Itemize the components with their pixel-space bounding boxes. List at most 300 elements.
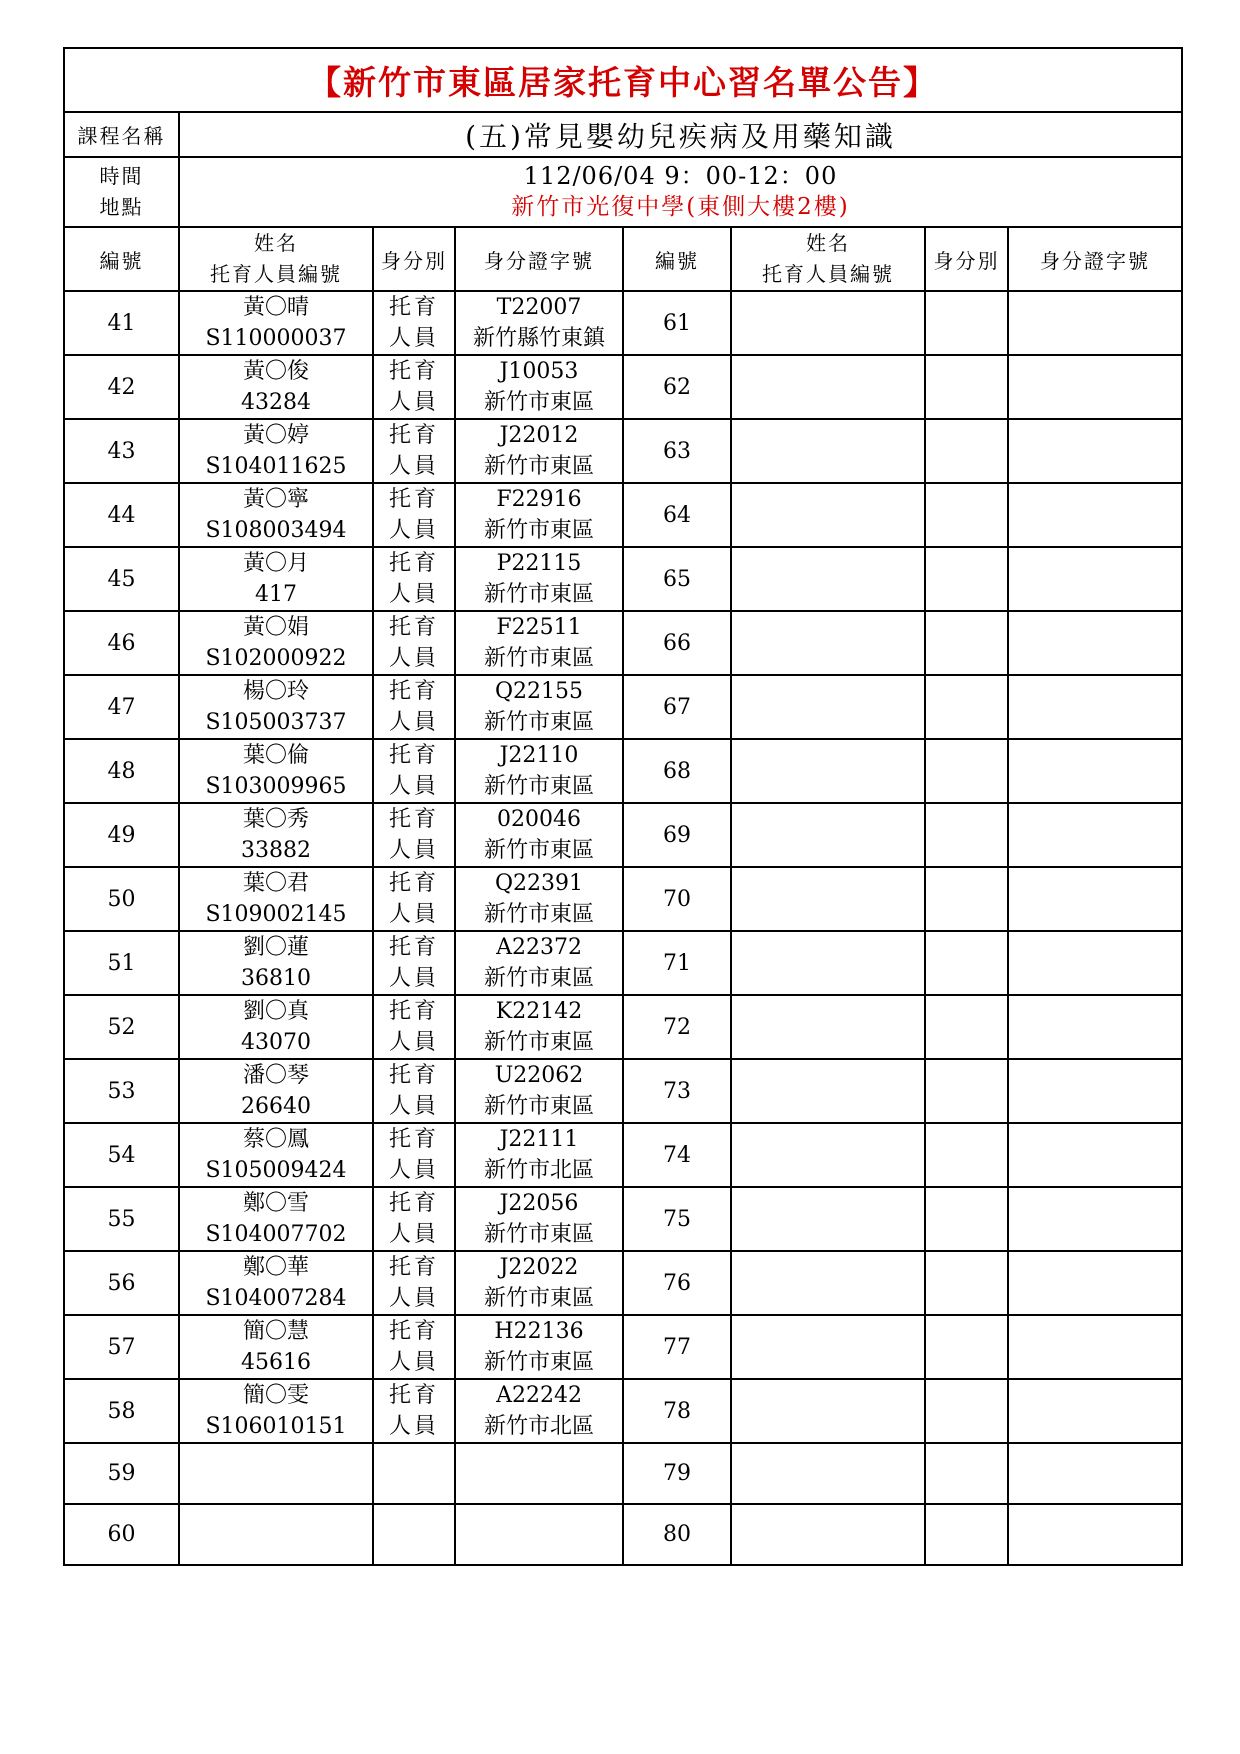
id-cell-right bbox=[1008, 803, 1182, 867]
role-cell bbox=[373, 355, 455, 419]
name-cell bbox=[179, 867, 373, 931]
id-area: 新竹市北區 bbox=[483, 1414, 594, 1439]
id-cell bbox=[455, 803, 623, 867]
row-num: 54 bbox=[64, 1123, 179, 1187]
role-cell-right bbox=[925, 1123, 1008, 1187]
role-cell-right bbox=[925, 1379, 1008, 1443]
row-num-right: 64 bbox=[623, 483, 731, 547]
role-line1: 托育 bbox=[388, 615, 439, 640]
row-num-right: 79 bbox=[623, 1443, 731, 1504]
name-cell bbox=[179, 1379, 373, 1443]
name-cell bbox=[179, 675, 373, 739]
row-num: 48 bbox=[64, 739, 179, 803]
role-line2: 人員 bbox=[388, 390, 439, 415]
name-cell bbox=[179, 1187, 373, 1251]
header-name-right: 姓名 bbox=[806, 231, 850, 255]
row-num-right: 76 bbox=[623, 1251, 731, 1315]
role-cell-right bbox=[925, 675, 1008, 739]
role-line2: 人員 bbox=[388, 454, 439, 479]
trainee-name: 黃〇寧 bbox=[242, 487, 309, 512]
id-cell-right bbox=[1008, 1379, 1182, 1443]
name-cell-right bbox=[731, 867, 925, 931]
table-row bbox=[64, 1251, 1182, 1315]
id-cell-right bbox=[1008, 1187, 1182, 1251]
row-num-right: 61 bbox=[623, 291, 731, 355]
id-number: F22511 bbox=[496, 615, 582, 640]
name-cell bbox=[179, 1504, 373, 1565]
role-line2: 人員 bbox=[388, 710, 439, 735]
row-num-right: 62 bbox=[623, 355, 731, 419]
id-cell-right bbox=[1008, 1251, 1182, 1315]
row-num-right: 71 bbox=[623, 931, 731, 995]
id-cell bbox=[455, 739, 623, 803]
name-cell-right bbox=[731, 547, 925, 611]
staff-id: S104007702 bbox=[205, 1222, 347, 1247]
role-cell-right bbox=[925, 1187, 1008, 1251]
row-num: 50 bbox=[64, 867, 179, 931]
staff-id: 26640 bbox=[241, 1094, 311, 1119]
role-line2: 人員 bbox=[388, 518, 439, 543]
role-cell bbox=[373, 547, 455, 611]
role-line1: 托育 bbox=[388, 807, 439, 832]
role-line2: 人員 bbox=[388, 326, 439, 351]
trainee-name: 黃〇娟 bbox=[242, 615, 309, 640]
id-cell bbox=[455, 1315, 623, 1379]
trainee-name: 鄭〇華 bbox=[242, 1255, 309, 1280]
name-cell-right bbox=[731, 739, 925, 803]
table-row bbox=[64, 1504, 1182, 1565]
id-cell-right bbox=[1008, 931, 1182, 995]
role-cell bbox=[373, 739, 455, 803]
role-cell bbox=[373, 291, 455, 355]
row-num: 52 bbox=[64, 995, 179, 1059]
table-row bbox=[64, 1443, 1182, 1504]
table-row bbox=[64, 1123, 1182, 1187]
table-row bbox=[64, 1379, 1182, 1443]
trainee-name: 黃〇晴 bbox=[242, 295, 309, 320]
row-num: 41 bbox=[64, 291, 179, 355]
staff-id: S106010151 bbox=[205, 1414, 347, 1439]
id-cell-right bbox=[1008, 867, 1182, 931]
id-cell-right bbox=[1008, 1443, 1182, 1504]
id-area: 新竹市東區 bbox=[483, 774, 594, 799]
role-cell-right bbox=[925, 995, 1008, 1059]
staff-id: 45616 bbox=[241, 1350, 311, 1375]
id-cell bbox=[455, 1059, 623, 1123]
id-area: 新竹市東區 bbox=[483, 966, 594, 991]
name-cell-right bbox=[731, 355, 925, 419]
trainee-name: 簡〇雯 bbox=[242, 1383, 309, 1408]
role-line2: 人員 bbox=[388, 966, 439, 991]
role-line1: 托育 bbox=[388, 1255, 439, 1280]
role-cell-right bbox=[925, 1315, 1008, 1379]
role-cell bbox=[373, 611, 455, 675]
column-header-row bbox=[64, 227, 1182, 291]
trainee-name: 劉〇真 bbox=[242, 999, 309, 1024]
table-row bbox=[64, 867, 1182, 931]
table-row bbox=[64, 803, 1182, 867]
id-number: A22372 bbox=[496, 935, 582, 960]
row-num: 44 bbox=[64, 483, 179, 547]
id-cell bbox=[455, 611, 623, 675]
name-cell bbox=[179, 355, 373, 419]
role-cell-right bbox=[925, 867, 1008, 931]
role-line2: 人員 bbox=[388, 838, 439, 863]
trainee-name: 葉〇倫 bbox=[242, 743, 309, 768]
role-cell bbox=[373, 1059, 455, 1123]
header-id-no: 身分證字號 bbox=[455, 227, 623, 291]
row-num: 57 bbox=[64, 1315, 179, 1379]
id-area: 新竹縣竹東鎮 bbox=[472, 326, 605, 351]
id-area: 新竹市東區 bbox=[483, 710, 594, 735]
id-number: U22062 bbox=[494, 1063, 584, 1088]
role-line2: 人員 bbox=[388, 646, 439, 671]
row-num: 60 bbox=[64, 1504, 179, 1565]
id-cell-right bbox=[1008, 611, 1182, 675]
id-number: J22012 bbox=[499, 423, 579, 448]
name-cell bbox=[179, 419, 373, 483]
table-row bbox=[64, 739, 1182, 803]
name-cell bbox=[179, 291, 373, 355]
page-title: 【新竹市東區居家托育中心習名單公告】 bbox=[64, 48, 1182, 112]
place-value: 新竹市光復中學(東側大樓2樓) bbox=[511, 194, 850, 220]
role-line2: 人員 bbox=[388, 1030, 439, 1055]
role-cell bbox=[373, 867, 455, 931]
role-cell bbox=[373, 675, 455, 739]
name-cell-right bbox=[731, 1251, 925, 1315]
staff-id: 417 bbox=[255, 582, 297, 607]
header-name-staff-right bbox=[731, 227, 925, 291]
role-cell-right bbox=[925, 611, 1008, 675]
name-cell bbox=[179, 1315, 373, 1379]
header-staff-id-right: 托育人員編號 bbox=[762, 262, 894, 286]
staff-id: S103009965 bbox=[205, 774, 347, 799]
staff-id: S104011625 bbox=[205, 454, 347, 479]
course-label: 課程名稱 bbox=[64, 112, 179, 157]
id-number: K22142 bbox=[495, 999, 583, 1024]
row-num-right: 80 bbox=[623, 1504, 731, 1565]
staff-id: 33882 bbox=[241, 838, 311, 863]
role-cell-right bbox=[925, 1059, 1008, 1123]
role-line1: 托育 bbox=[388, 1191, 439, 1216]
id-area: 新竹市東區 bbox=[483, 390, 594, 415]
name-cell bbox=[179, 1059, 373, 1123]
role-cell bbox=[373, 483, 455, 547]
id-cell bbox=[455, 1187, 623, 1251]
trainee-name: 葉〇君 bbox=[242, 871, 309, 896]
row-num-right: 63 bbox=[623, 419, 731, 483]
id-area: 新竹市東區 bbox=[483, 518, 594, 543]
id-area: 新竹市東區 bbox=[483, 902, 594, 927]
id-cell bbox=[455, 355, 623, 419]
course-name: (五)常見嬰幼兒疾病及用藥知識 bbox=[179, 112, 1182, 157]
id-area: 新竹市東區 bbox=[483, 454, 594, 479]
staff-id: S108003494 bbox=[205, 518, 347, 543]
name-cell bbox=[179, 995, 373, 1059]
row-num: 46 bbox=[64, 611, 179, 675]
role-line1: 托育 bbox=[388, 295, 439, 320]
header-num: 編號 bbox=[64, 227, 179, 291]
row-num: 42 bbox=[64, 355, 179, 419]
id-cell-right bbox=[1008, 355, 1182, 419]
row-num-right: 65 bbox=[623, 547, 731, 611]
id-cell-right bbox=[1008, 547, 1182, 611]
id-cell bbox=[455, 1123, 623, 1187]
name-cell-right bbox=[731, 1187, 925, 1251]
id-cell bbox=[455, 1251, 623, 1315]
header-staff-id: 托育人員編號 bbox=[210, 262, 342, 286]
role-line1: 托育 bbox=[388, 1383, 439, 1408]
id-cell-right bbox=[1008, 419, 1182, 483]
id-area: 新竹市東區 bbox=[483, 838, 594, 863]
id-number: T22007 bbox=[496, 295, 582, 320]
name-cell-right bbox=[731, 931, 925, 995]
role-cell bbox=[373, 1504, 455, 1565]
id-number: J22111 bbox=[499, 1127, 579, 1152]
row-num-right: 78 bbox=[623, 1379, 731, 1443]
id-cell-right bbox=[1008, 291, 1182, 355]
id-area: 新竹市東區 bbox=[483, 646, 594, 671]
id-cell bbox=[455, 291, 623, 355]
name-cell-right bbox=[731, 1443, 925, 1504]
id-cell bbox=[455, 995, 623, 1059]
staff-id: S105003737 bbox=[205, 710, 347, 735]
row-num-right: 69 bbox=[623, 803, 731, 867]
time-label: 時間 bbox=[99, 164, 144, 188]
role-cell-right bbox=[925, 355, 1008, 419]
row-num: 59 bbox=[64, 1443, 179, 1504]
id-cell bbox=[455, 547, 623, 611]
id-cell-right bbox=[1008, 995, 1182, 1059]
time-place-label bbox=[64, 157, 179, 227]
role-cell-right bbox=[925, 803, 1008, 867]
row-num-right: 67 bbox=[623, 675, 731, 739]
name-cell bbox=[179, 1443, 373, 1504]
id-cell bbox=[455, 675, 623, 739]
name-cell bbox=[179, 1123, 373, 1187]
role-cell-right bbox=[925, 931, 1008, 995]
table-row bbox=[64, 291, 1182, 355]
role-cell bbox=[373, 931, 455, 995]
roster-table bbox=[63, 47, 1183, 1566]
role-cell-right bbox=[925, 547, 1008, 611]
staff-id: S105009424 bbox=[205, 1158, 347, 1183]
role-cell bbox=[373, 1123, 455, 1187]
table-row bbox=[64, 675, 1182, 739]
id-number: J22056 bbox=[499, 1191, 579, 1216]
name-cell-right bbox=[731, 611, 925, 675]
id-cell bbox=[455, 1379, 623, 1443]
id-cell-right bbox=[1008, 1315, 1182, 1379]
id-cell-right bbox=[1008, 739, 1182, 803]
role-cell-right bbox=[925, 1251, 1008, 1315]
role-line1: 托育 bbox=[388, 1127, 439, 1152]
id-cell bbox=[455, 419, 623, 483]
role-line1: 托育 bbox=[388, 743, 439, 768]
row-num: 43 bbox=[64, 419, 179, 483]
role-line1: 托育 bbox=[388, 551, 439, 576]
id-number: F22916 bbox=[496, 487, 582, 512]
id-number: J10053 bbox=[499, 359, 579, 384]
name-cell-right bbox=[731, 1315, 925, 1379]
table-row bbox=[64, 611, 1182, 675]
trainee-name: 鄭〇雪 bbox=[242, 1191, 309, 1216]
row-num-right: 68 bbox=[623, 739, 731, 803]
role-line1: 托育 bbox=[388, 423, 439, 448]
table-row bbox=[64, 1187, 1182, 1251]
staff-id: S109002145 bbox=[205, 902, 347, 927]
role-cell-right bbox=[925, 1504, 1008, 1565]
row-num: 45 bbox=[64, 547, 179, 611]
header-role: 身分別 bbox=[373, 227, 455, 291]
role-cell bbox=[373, 995, 455, 1059]
name-cell-right bbox=[731, 1123, 925, 1187]
staff-id: 43070 bbox=[241, 1030, 311, 1055]
name-cell-right bbox=[731, 483, 925, 547]
row-num: 58 bbox=[64, 1379, 179, 1443]
role-line2: 人員 bbox=[388, 774, 439, 799]
place-label: 地點 bbox=[99, 195, 144, 219]
trainee-name: 黃〇俊 bbox=[242, 359, 309, 384]
id-cell bbox=[455, 931, 623, 995]
id-area: 新竹市東區 bbox=[483, 1350, 594, 1375]
id-cell bbox=[455, 1443, 623, 1504]
role-cell-right bbox=[925, 419, 1008, 483]
name-cell-right bbox=[731, 1504, 925, 1565]
row-num-right: 66 bbox=[623, 611, 731, 675]
role-line1: 托育 bbox=[388, 935, 439, 960]
trainee-name: 劉〇蓮 bbox=[242, 935, 309, 960]
id-number: J22022 bbox=[499, 1255, 579, 1280]
staff-id: S102000922 bbox=[205, 646, 347, 671]
id-number: Q22391 bbox=[494, 871, 584, 896]
role-line2: 人員 bbox=[388, 1350, 439, 1375]
row-num: 51 bbox=[64, 931, 179, 995]
staff-id: S104007284 bbox=[205, 1286, 347, 1311]
id-area: 新竹市東區 bbox=[483, 1030, 594, 1055]
row-num-right: 77 bbox=[623, 1315, 731, 1379]
id-area: 新竹市東區 bbox=[483, 1222, 594, 1247]
role-cell bbox=[373, 1379, 455, 1443]
table-row bbox=[64, 995, 1182, 1059]
header-id-no-right: 身分證字號 bbox=[1008, 227, 1182, 291]
staff-id: 43284 bbox=[241, 390, 311, 415]
trainee-name: 潘〇琴 bbox=[242, 1063, 309, 1088]
id-cell-right bbox=[1008, 1123, 1182, 1187]
role-cell bbox=[373, 419, 455, 483]
id-area: 新竹市東區 bbox=[483, 1094, 594, 1119]
name-cell bbox=[179, 803, 373, 867]
role-line2: 人員 bbox=[388, 582, 439, 607]
name-cell bbox=[179, 611, 373, 675]
table-row bbox=[64, 1059, 1182, 1123]
role-line1: 托育 bbox=[388, 871, 439, 896]
id-area: 新竹市東區 bbox=[483, 1286, 594, 1311]
role-line2: 人員 bbox=[388, 1222, 439, 1247]
id-area: 新竹市東區 bbox=[483, 582, 594, 607]
header-role-right: 身分別 bbox=[925, 227, 1008, 291]
role-cell bbox=[373, 1315, 455, 1379]
role-cell-right bbox=[925, 291, 1008, 355]
table-row bbox=[64, 547, 1182, 611]
row-num-right: 74 bbox=[623, 1123, 731, 1187]
role-line2: 人員 bbox=[388, 1094, 439, 1119]
row-num: 56 bbox=[64, 1251, 179, 1315]
id-number: P22115 bbox=[496, 551, 582, 576]
table-row bbox=[64, 419, 1182, 483]
row-num-right: 72 bbox=[623, 995, 731, 1059]
name-cell bbox=[179, 483, 373, 547]
header-name: 姓名 bbox=[254, 231, 298, 255]
trainee-name: 蔡〇鳳 bbox=[242, 1127, 309, 1152]
id-number: A22242 bbox=[496, 1383, 582, 1408]
header-num-right: 編號 bbox=[623, 227, 731, 291]
id-cell bbox=[455, 867, 623, 931]
row-num: 55 bbox=[64, 1187, 179, 1251]
role-cell bbox=[373, 1443, 455, 1504]
trainee-name: 葉〇秀 bbox=[242, 807, 309, 832]
id-cell-right bbox=[1008, 675, 1182, 739]
role-line1: 托育 bbox=[388, 1319, 439, 1344]
header-name-staff bbox=[179, 227, 373, 291]
role-cell-right bbox=[925, 483, 1008, 547]
row-num-right: 73 bbox=[623, 1059, 731, 1123]
id-number: 020046 bbox=[497, 807, 581, 832]
time-value: 112/06/04 9：00-12：00 bbox=[523, 162, 838, 190]
name-cell-right bbox=[731, 291, 925, 355]
name-cell-right bbox=[731, 675, 925, 739]
id-cell bbox=[455, 1504, 623, 1565]
trainee-name: 楊〇玲 bbox=[242, 679, 309, 704]
row-num: 49 bbox=[64, 803, 179, 867]
role-cell-right bbox=[925, 739, 1008, 803]
id-number: Q22155 bbox=[494, 679, 584, 704]
role-cell-right bbox=[925, 1443, 1008, 1504]
name-cell bbox=[179, 1251, 373, 1315]
role-line1: 托育 bbox=[388, 1063, 439, 1088]
trainee-name: 黃〇婷 bbox=[242, 423, 309, 448]
table-row bbox=[64, 483, 1182, 547]
id-cell-right bbox=[1008, 1059, 1182, 1123]
trainee-name: 簡〇慧 bbox=[242, 1319, 309, 1344]
trainee-name: 黃〇月 bbox=[242, 551, 309, 576]
staff-id: S110000037 bbox=[205, 326, 347, 351]
role-cell bbox=[373, 803, 455, 867]
role-cell bbox=[373, 1187, 455, 1251]
role-line2: 人員 bbox=[388, 1414, 439, 1439]
id-number: J22110 bbox=[499, 743, 579, 768]
row-num-right: 70 bbox=[623, 867, 731, 931]
name-cell bbox=[179, 739, 373, 803]
role-line2: 人員 bbox=[388, 902, 439, 927]
role-line2: 人員 bbox=[388, 1286, 439, 1311]
row-num-right: 75 bbox=[623, 1187, 731, 1251]
id-cell bbox=[455, 483, 623, 547]
role-cell bbox=[373, 1251, 455, 1315]
table-row bbox=[64, 931, 1182, 995]
name-cell-right bbox=[731, 1059, 925, 1123]
row-num: 53 bbox=[64, 1059, 179, 1123]
table-row bbox=[64, 1315, 1182, 1379]
name-cell bbox=[179, 931, 373, 995]
name-cell-right bbox=[731, 1379, 925, 1443]
id-number: H22136 bbox=[494, 1319, 584, 1344]
name-cell bbox=[179, 547, 373, 611]
name-cell-right bbox=[731, 419, 925, 483]
staff-id: 36810 bbox=[241, 966, 311, 991]
role-line1: 托育 bbox=[388, 679, 439, 704]
time-place-value bbox=[179, 157, 1182, 227]
